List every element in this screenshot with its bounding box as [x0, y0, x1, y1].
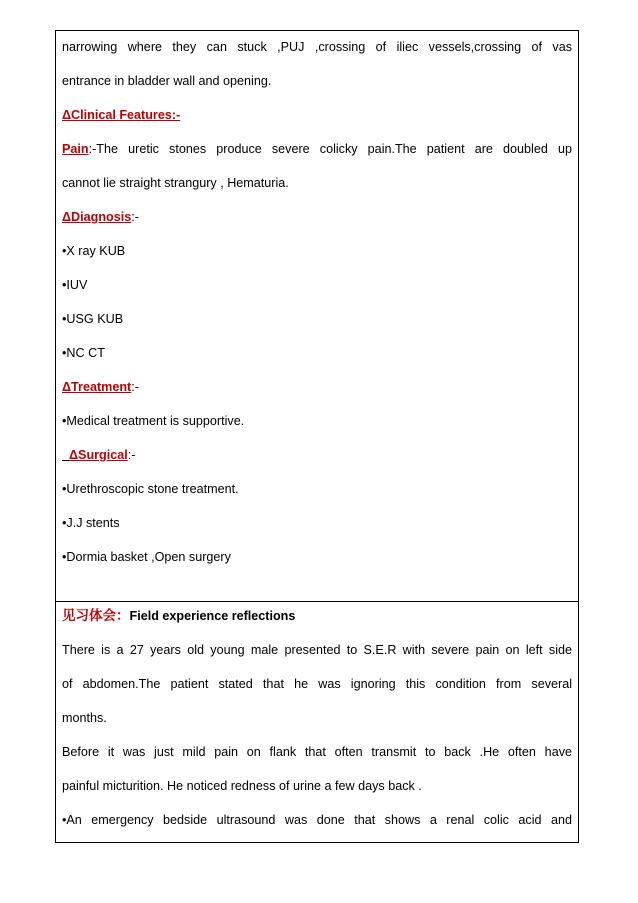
reflection-line: •An emergency bedside ultrasound was done that shows a renal colic acid and	[62, 813, 572, 827]
diagnosis-item: •IUV	[62, 278, 88, 292]
surgical-item: •Urethroscopic stone treatment.	[62, 482, 239, 496]
diagnosis-item: •NC CT	[62, 346, 105, 360]
surgical-heading	[62, 447, 572, 463]
intro-line-1: narrowing where they can stuck ,PUJ ,crossing of iliec vessels,crossing of vas	[62, 40, 572, 54]
pain-line-1	[62, 141, 572, 157]
surgical-suffix: :-	[127, 448, 136, 462]
reflections-heading-en: Field experience reflections	[129, 609, 296, 623]
surgical-label: ΔSurgical	[69, 448, 128, 462]
treatment-item: •Medical treatment is supportive.	[62, 414, 245, 428]
content-cell-reflections	[55, 601, 579, 843]
intro-line-2: entrance in bladder wall and opening.	[62, 74, 272, 88]
surgical-item: •J.J stents	[62, 516, 120, 530]
reflection-line: painful micturition. He noticed redness of urine a few days back .	[62, 779, 422, 793]
surgical-item: •Dormia basket ,Open surgery	[62, 550, 231, 564]
content-cell-clinical	[55, 30, 579, 602]
diagnosis-heading	[62, 209, 572, 225]
treatment-heading	[62, 379, 572, 395]
reflection-line: There is a 27 years old young male presented to S.E.R with severe pain on left side	[62, 643, 572, 657]
clinical-features-heading: ΔClinical Features:-	[62, 108, 181, 122]
reflection-line: of abdomen.The patient stated that he was ignoring this condition from several	[62, 677, 572, 691]
diagnosis-item: •X ray KUB	[62, 244, 126, 258]
diagnosis-item: •USG KUB	[62, 312, 124, 326]
reflection-line: Before it was just mild pain on flank that often transmit to back .He often have	[62, 745, 572, 759]
pain-label: Pain	[62, 142, 89, 156]
reflections-heading	[62, 608, 572, 624]
treatment-label: ΔTreatment	[62, 380, 132, 394]
pain-line-2: cannot lie straight strangury , Hematuria.	[62, 176, 289, 190]
reflections-heading-cn: 见习体会：	[62, 608, 130, 624]
pain-line-1-text: :-The uretic stones produce severe colicky pain.The patient are doubled up	[88, 142, 572, 156]
diagnosis-label: ΔDiagnosis	[62, 210, 132, 224]
diagnosis-suffix: :-	[131, 210, 139, 224]
surgical-indent	[62, 448, 69, 462]
treatment-suffix: :-	[131, 380, 139, 394]
reflection-line: months.	[62, 711, 107, 725]
